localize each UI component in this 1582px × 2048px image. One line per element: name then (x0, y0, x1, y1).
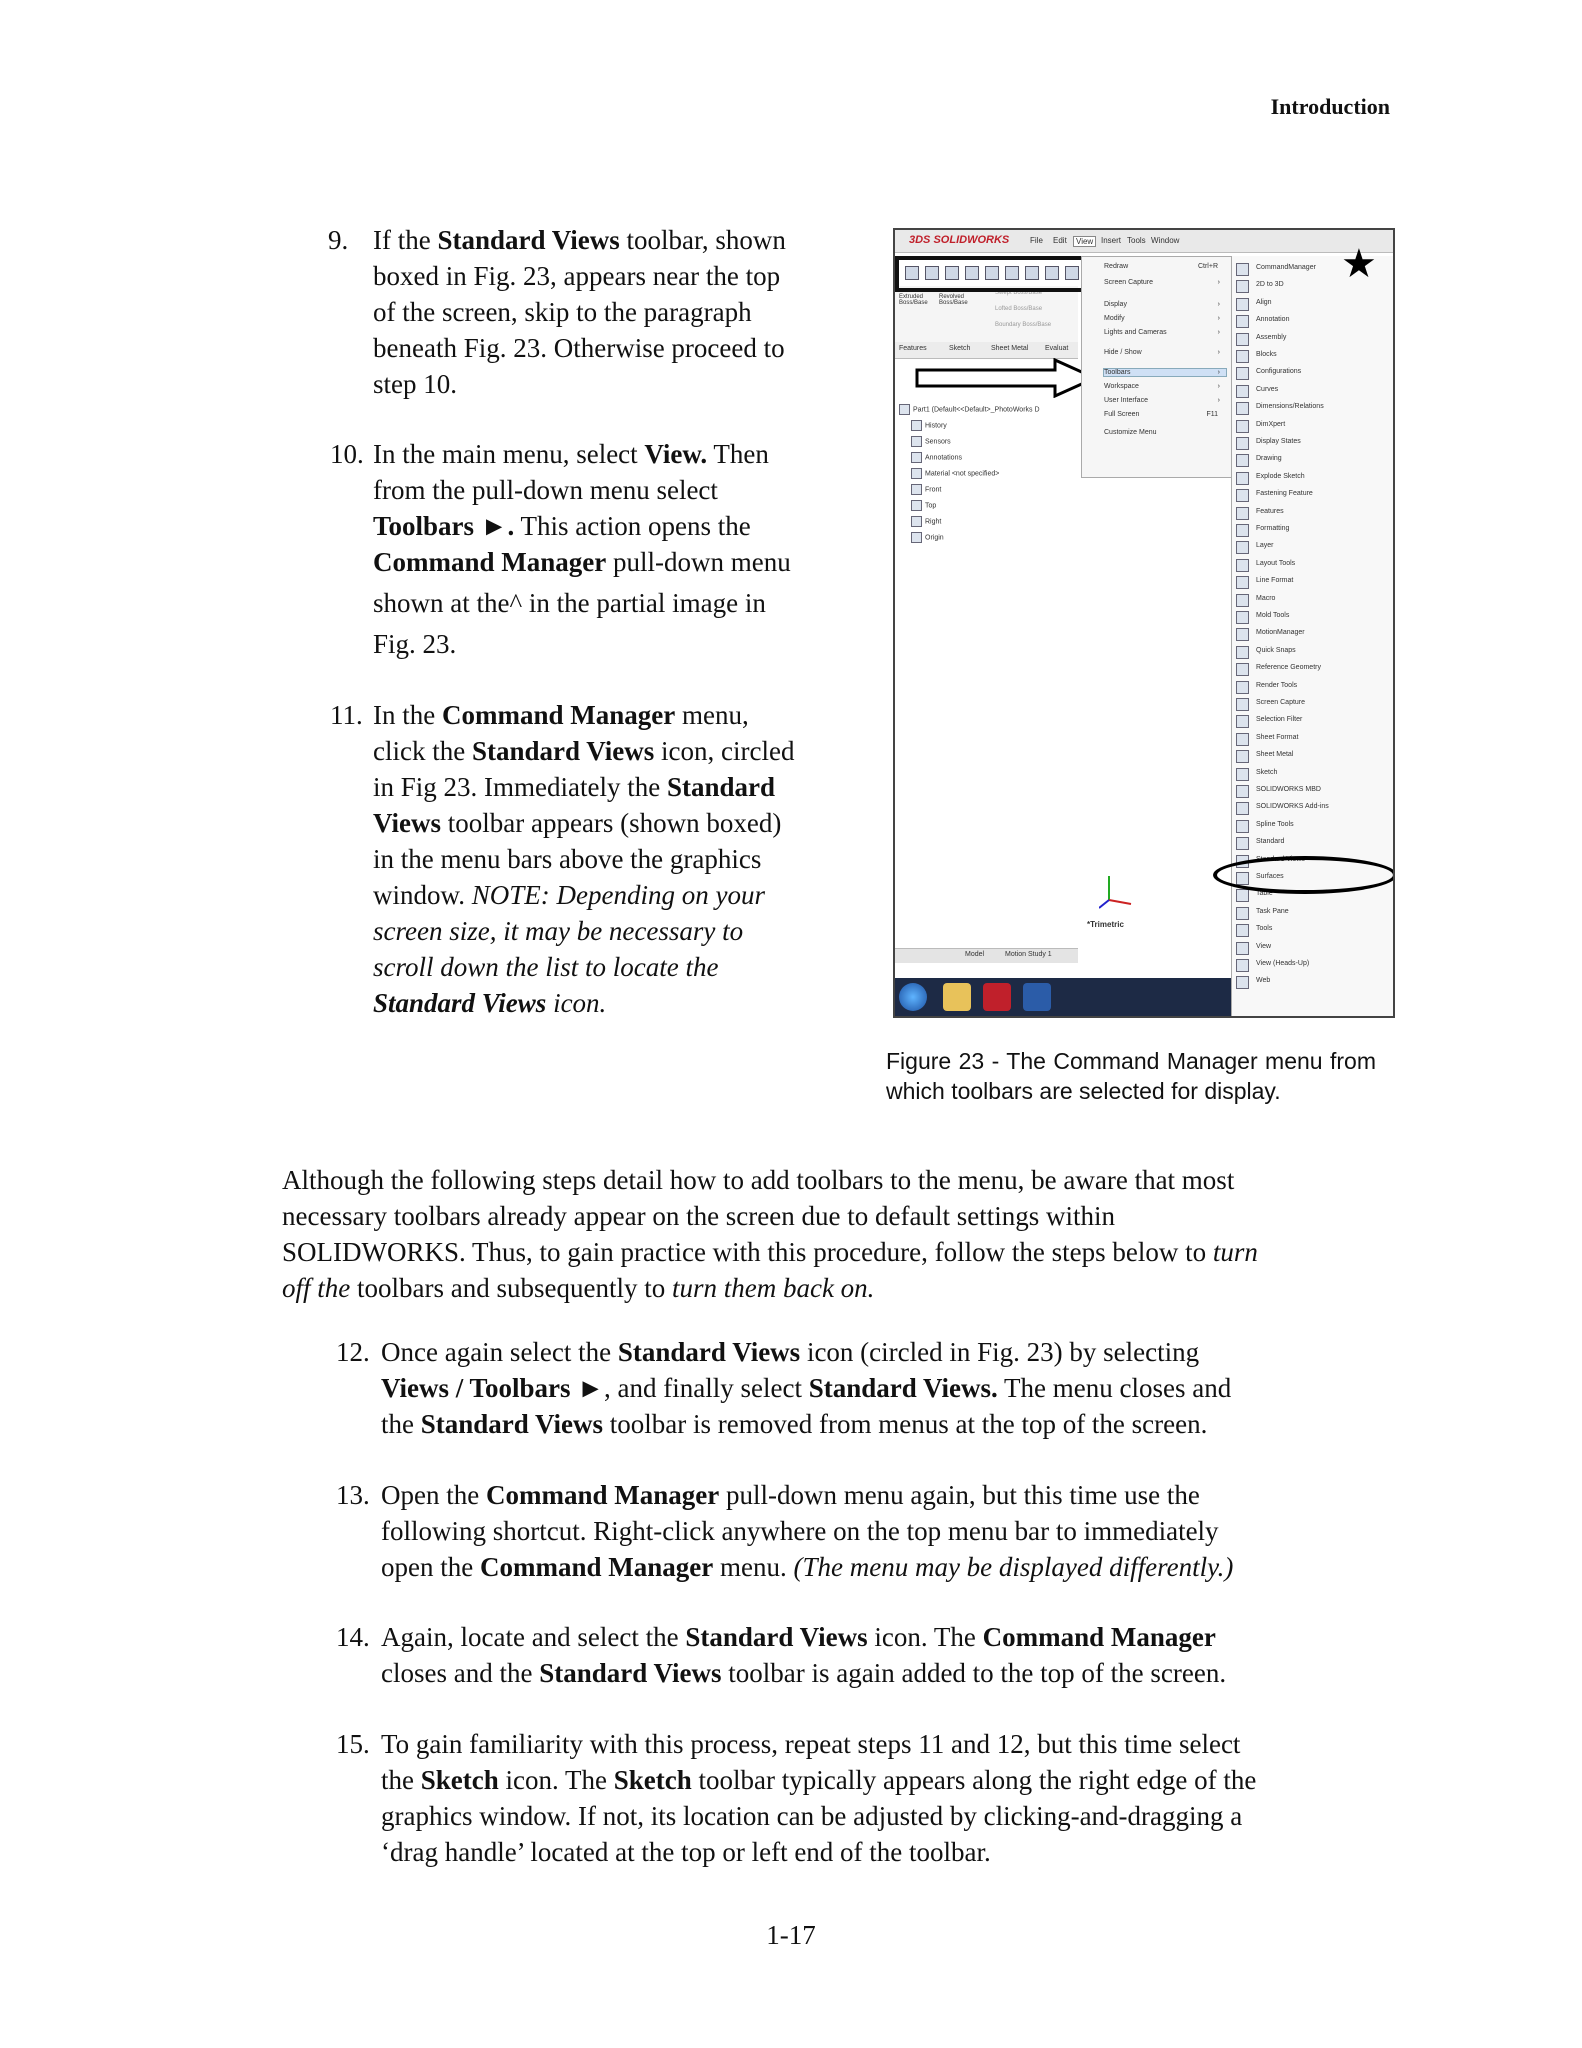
view-dropdown-menu (1081, 256, 1233, 478)
view-menu-label: Hide / Show (1104, 349, 1142, 356)
command-menu-item[interactable]: Standard (1256, 838, 1285, 846)
tab-model[interactable]: Model (965, 951, 985, 958)
command-menu-item[interactable]: Sheet Metal (1256, 751, 1294, 759)
command-menu-item[interactable]: Explode Sketch (1256, 472, 1305, 480)
step-number: 9. (328, 225, 349, 255)
tree-label: Origin (925, 534, 944, 542)
menu-view[interactable]: View (1073, 236, 1096, 247)
toolbar-icon (1236, 628, 1249, 641)
tab-evaluate[interactable]: Evaluat (1045, 345, 1069, 352)
command-menu-item[interactable]: Fastening Feature (1256, 490, 1313, 498)
submenu-arrow-icon: › (1217, 329, 1220, 336)
tree-label: Top (925, 502, 937, 510)
command-menu-item[interactable]: Assembly (1256, 333, 1287, 341)
toolbar-icon (1236, 263, 1249, 276)
toolbar-icon (1236, 681, 1249, 694)
command-menu-item[interactable]: Render Tools (1256, 681, 1298, 689)
top-view-icon[interactable] (1005, 266, 1019, 280)
step-number: 10. (330, 439, 364, 469)
toolbar-icon (1236, 437, 1249, 450)
step-text: Open the Command Manager pull-down menu again, but this time use the following shortcut. Right-click anywhere on the top menu bar to immediately open the Command Manager menu. (The menu may be displayed differently.) (381, 1480, 1234, 1582)
view-menu-shortcut: F11 (1206, 411, 1218, 418)
command-menu-item[interactable]: Curves (1256, 385, 1279, 393)
command-menu-item[interactable]: Table (1256, 890, 1273, 898)
standard-views-toolbar-box (895, 256, 1099, 292)
view-menu-label: Lights and Cameras (1104, 329, 1167, 336)
trimetric-view-icon[interactable] (1065, 266, 1079, 280)
step-number: 15. (336, 1729, 370, 1759)
history-icon (911, 420, 922, 431)
left-view-icon[interactable] (965, 266, 979, 280)
tree-label: Part1 (Default<<Default>_PhotoWorks D (913, 406, 1040, 414)
toolbar-icon (1236, 280, 1249, 293)
view-menu-item[interactable] (1104, 349, 1226, 356)
toolbar-icon (1236, 507, 1249, 520)
ribbon-lofted[interactable]: Lofted Boss/Base (995, 306, 1043, 312)
command-menu-item[interactable]: Reference Geometry (1256, 664, 1321, 672)
right-view-icon[interactable] (985, 266, 999, 280)
command-menu-item[interactable]: Configurations (1256, 368, 1302, 376)
sensors-icon (911, 436, 922, 447)
command-menu-item[interactable]: Task Pane (1256, 907, 1289, 915)
tab-sketch[interactable]: Sketch (949, 345, 971, 352)
tree-label: Front (925, 486, 942, 494)
tree-annotations[interactable] (911, 452, 962, 463)
submenu-arrow-icon: › (1217, 279, 1220, 286)
toolbar-icon (1236, 611, 1249, 624)
toolbar-icon (1236, 385, 1249, 398)
ribbon-revolved[interactable]: Revolved Boss/Base (939, 294, 968, 306)
view-menu-label: Redraw (1104, 263, 1129, 270)
submenu-arrow-icon: › (1217, 301, 1220, 308)
tree-right[interactable] (911, 516, 941, 527)
step-text: To gain familiarity with this process, repeat steps 11 and 12, but this time select the Sketch icon. The Sketch toolbar typically appears along the right edge of the graphics window. If not, its location can be adjusted by clicking-and-dragging a ‘drag handle’ located at the top or left end of the toolbar. (381, 1729, 1257, 1867)
menu-window[interactable]: Window (1151, 236, 1180, 245)
command-menu-item[interactable]: View (1256, 942, 1272, 950)
feature-ribbon (895, 286, 1078, 343)
view-menu-item[interactable] (1104, 397, 1226, 404)
figure-caption: Figure 23 - The Command Manager menu from which toolbars are selected for display. (886, 1048, 1376, 1104)
toolbar-icon (1236, 350, 1249, 363)
model-tabs (895, 948, 1078, 963)
tab-sheet-metal[interactable]: Sheet Metal (991, 345, 1029, 352)
command-manager-menu (1231, 256, 1394, 1016)
origin-icon (911, 532, 922, 543)
view-orientation-label: *Trimetric (1087, 920, 1124, 929)
view-menu-item[interactable] (1104, 383, 1226, 390)
view-menu-label: Display (1104, 301, 1127, 308)
command-menu-item[interactable]: Blocks (1256, 351, 1277, 358)
toolbar-icon (1236, 785, 1249, 798)
submenu-arrow-icon: › (1217, 349, 1220, 356)
command-menu-item[interactable]: CommandManager (1256, 264, 1316, 271)
step-number: 12. (336, 1337, 370, 1367)
toolbar-icon (1236, 907, 1249, 920)
command-menu-item[interactable]: Dimensions/Relations (1256, 403, 1324, 411)
ribbon-boundary[interactable]: Boundary Boss/Base (995, 322, 1052, 328)
toolbar-icon (1236, 367, 1249, 380)
toolbar-icon (1236, 959, 1249, 972)
step-text: Again, locate and select the Standard Views icon. The Command Manager closes and the Standard Views toolbar is again added to the top of the screen. (381, 1622, 1227, 1688)
command-menu-item[interactable]: 2D to 3D (1256, 281, 1284, 289)
menu-file[interactable]: File (1030, 236, 1043, 245)
view-menu-label: Modify (1104, 315, 1125, 322)
command-menu-item[interactable]: Line Format (1256, 577, 1294, 585)
annotations-icon (911, 452, 922, 463)
command-menu-item[interactable]: Tools (1256, 925, 1273, 933)
command-menu-item[interactable]: Sheet Format (1256, 733, 1299, 741)
toolbar-icon (1236, 454, 1249, 467)
command-menu-item[interactable]: Display States (1256, 438, 1301, 445)
view-menu-item[interactable] (1104, 429, 1226, 436)
command-menu-item[interactable]: Layout Tools (1256, 559, 1296, 567)
tab-motion-study[interactable]: Motion Study 1 (1005, 951, 1052, 958)
back-view-icon[interactable] (945, 266, 959, 280)
command-menu-item[interactable]: Sketch (1256, 768, 1278, 776)
view-menu-label: Customize Menu (1104, 429, 1157, 436)
view-menu-item[interactable] (1104, 315, 1226, 322)
toolbar-icon (1236, 333, 1249, 346)
ribbon-extruded[interactable]: Extruded Boss/Base (899, 294, 928, 306)
submenu-arrow-icon: › (1217, 383, 1220, 390)
toolbar-icon (1236, 889, 1249, 902)
submenu-arrow-icon: › (1217, 315, 1220, 322)
step-number: 14. (336, 1622, 370, 1652)
star-marker-icon: ★ (1341, 242, 1377, 286)
toolbar-icon (1236, 837, 1249, 850)
toolbar-icon (1236, 541, 1249, 554)
start-button-icon[interactable] (899, 983, 927, 1011)
command-menu-item[interactable]: DimXpert (1256, 420, 1286, 428)
bottom-view-icon[interactable] (1025, 266, 1039, 280)
toolbar-icon (1236, 594, 1249, 607)
step-number: 11. (330, 700, 363, 730)
toolbar-icon (1236, 402, 1249, 415)
menu-edit[interactable]: Edit (1053, 236, 1067, 245)
running-header: Introduction (1270, 94, 1390, 119)
view-menu-shortcut: Ctrl+R (1197, 263, 1218, 270)
view-menu-item[interactable] (1104, 279, 1226, 286)
tree-material[interactable] (911, 468, 999, 479)
toolbar-icon (1236, 472, 1249, 485)
feature-tree (895, 364, 1078, 794)
toolbar-icon (1236, 924, 1249, 937)
toolbar-icon (1236, 489, 1249, 502)
ribbon-swept[interactable]: Swept Boss/Base (995, 290, 1043, 296)
submenu-arrow-icon: › (1217, 369, 1220, 376)
plane-icon (911, 500, 922, 511)
command-menu-item[interactable]: Web (1256, 977, 1271, 985)
view-menu-label: Full Screen (1104, 411, 1140, 418)
step-text: Once again select the Standard Views icon (circled in Fig. 23) by selecting Views / Toolbars ►, and finally select Standard Views. The menu closes and the Standard Views toolbar is removed from menus at the top of the screen. (381, 1337, 1232, 1439)
view-menu-label: Workspace (1104, 383, 1139, 390)
command-menu-item[interactable]: MotionManager (1256, 629, 1305, 637)
command-menu-item[interactable]: Standard Views (1256, 855, 1305, 863)
toolbar-icon (1236, 733, 1249, 746)
command-menu-item[interactable]: Screen Capture (1256, 699, 1306, 706)
view-menu-label: Screen Capture (1104, 279, 1154, 286)
tab-features[interactable]: Features (899, 345, 927, 352)
command-menu-item[interactable]: View (Heads-Up) (1256, 960, 1310, 967)
tree-label: Sensors (925, 438, 951, 446)
command-menu-item[interactable]: Align (1256, 298, 1272, 306)
toolbar-icon (1236, 750, 1249, 763)
command-menu-item[interactable]: Quick Snaps (1256, 646, 1296, 654)
command-menu-item[interactable]: Drawing (1256, 455, 1282, 463)
plane-icon (911, 484, 922, 495)
toolbar-icon (1236, 298, 1249, 311)
command-menu-item[interactable]: Surfaces (1256, 873, 1284, 880)
standard-views-circle (1213, 856, 1395, 894)
tree-label: History (925, 422, 947, 430)
step-number: 13. (336, 1480, 370, 1510)
menu-insert[interactable]: Insert (1101, 236, 1122, 245)
command-menu-item[interactable]: Macro (1256, 594, 1276, 602)
plane-icon (911, 516, 922, 527)
explorer-icon[interactable] (943, 983, 971, 1011)
tree-history[interactable] (911, 420, 947, 431)
tree-part[interactable] (899, 404, 1040, 415)
command-menu-item[interactable]: Features (1256, 507, 1284, 515)
toolbar-icon (1236, 646, 1249, 659)
step-text: In the Command Manager menu, click the Standard Views icon, circled in Fig 23. Immediately the Standard Views toolbar appears (shown boxed) in the menu bars above the graphics window. NOTE: Depending on your screen size, it may be necessary to scroll down the list to locate the Standard Views icon. (373, 700, 795, 1018)
submenu-arrow-icon: › (1217, 397, 1220, 404)
view-menu-item[interactable] (1104, 301, 1226, 308)
command-menu-item[interactable]: SOLIDWORKS MBD (1256, 786, 1321, 793)
view-menu-item[interactable] (1104, 329, 1226, 336)
title-bar (895, 230, 1393, 253)
view-menu-item[interactable] (1104, 263, 1226, 270)
command-menu-item[interactable]: Spline Tools (1256, 820, 1294, 828)
tree-label: Material <not specified> (925, 470, 1000, 478)
solidworks-logo: 3DS SOLIDWORKS (909, 234, 1010, 246)
toolbar-icon (1236, 698, 1249, 711)
step-text: If the Standard Views toolbar, shown boxed in Fig. 23, appears near the top of the screen, skip to the paragraph beneath Fig. 23. Otherwise proceed to step 10. (373, 225, 786, 399)
toolbar-icon (1236, 663, 1249, 676)
triad-icon (1099, 870, 1139, 910)
tree-origin[interactable] (911, 532, 944, 543)
toolbar-icon (1236, 576, 1249, 589)
command-menu-item[interactable]: Mold Tools (1256, 612, 1290, 619)
view-menu-item[interactable] (1104, 411, 1226, 418)
body-paragraph: Although the following steps detail how to add toolbars to the menu, be aware that most necessary toolbars already appear on the screen due to default settings within SOLIDWORKS. Thus, to gain practice with this procedure, follow the steps below to turn off the toolbars and subsequently to turn them back on. (282, 1165, 1258, 1303)
toolbar-icon (1236, 820, 1249, 833)
tree-sensors[interactable] (911, 436, 951, 447)
tree-front[interactable] (911, 484, 941, 495)
solidworks-icon[interactable] (983, 983, 1011, 1011)
view-menu-label: Toolbars (1104, 369, 1131, 376)
toolbar-icon (1236, 976, 1249, 989)
word-icon[interactable] (1023, 983, 1051, 1011)
figure-23-screenshot (893, 228, 1395, 1018)
step-text: In the main menu, select View. Then from the pull-down menu select Toolbars ►. This action opens the Command Manager pull-down menu shown at the^ in the partial image in Fig. 23. (373, 439, 791, 659)
toolbar-icon (1236, 768, 1249, 781)
toolbar-icon (1236, 524, 1249, 537)
command-menu-item[interactable]: Selection Filter (1256, 716, 1303, 724)
view-menu-item[interactable] (1104, 369, 1226, 376)
command-menu-item[interactable]: SOLIDWORKS Add-ins (1256, 803, 1329, 811)
command-menu-item[interactable]: Layer (1256, 542, 1274, 550)
toolbar-icon (1236, 315, 1249, 328)
toolbar-icon (1236, 559, 1249, 572)
front-view-icon[interactable] (925, 266, 939, 280)
material-icon (911, 468, 922, 479)
part-icon (899, 404, 910, 415)
isometric-view-icon[interactable] (1045, 266, 1059, 280)
menu-tools[interactable]: Tools (1127, 236, 1146, 245)
page-number: 1-17 (766, 1920, 816, 1950)
toolbar-icon (1236, 420, 1249, 433)
toolbar-icon (1236, 942, 1249, 955)
tree-label: Annotations (925, 454, 962, 462)
windows-taskbar (895, 978, 1231, 1016)
command-menu-item[interactable]: Formatting (1256, 525, 1290, 532)
tree-top[interactable] (911, 500, 936, 511)
toolbar-icon (1236, 715, 1249, 728)
toolbar-icon (1236, 802, 1249, 815)
view-menu-label: User Interface (1104, 397, 1148, 404)
graphics-area[interactable] (1079, 660, 1229, 948)
normal-to-icon[interactable] (905, 266, 919, 280)
command-menu-item[interactable]: Annotation (1256, 316, 1290, 324)
command-tabs (895, 342, 1078, 359)
tree-label: Right (925, 518, 942, 526)
